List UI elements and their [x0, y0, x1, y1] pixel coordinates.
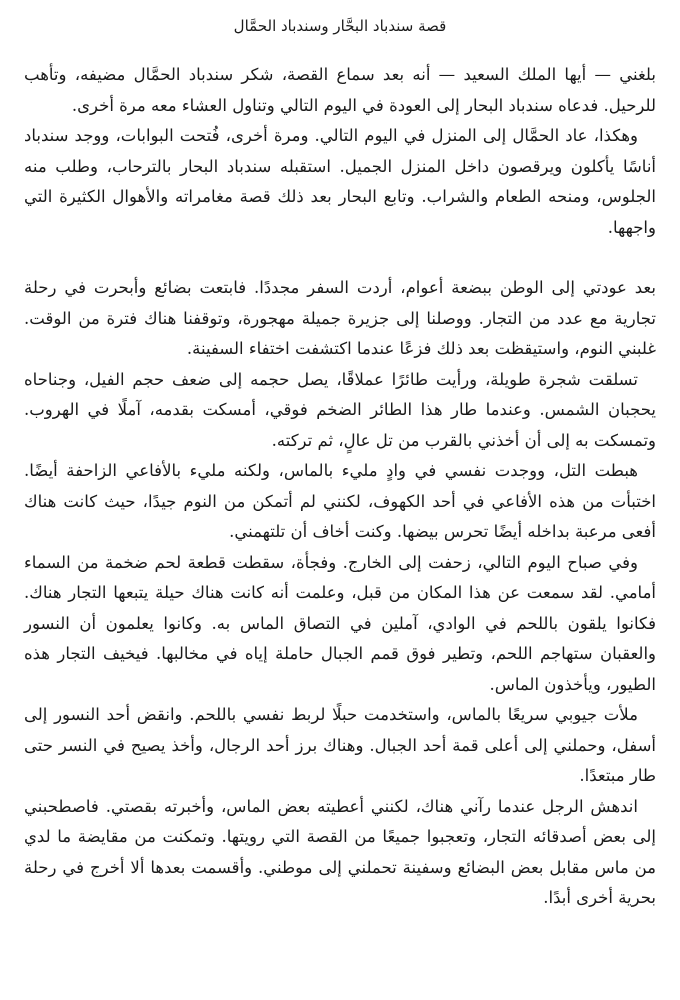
paragraph-8: اندهش الرجل عندما رآني هناك، لكنني أعطيته بعض الماس، وأخبرته بقصتي. فاصطحبني إلى بعض أصدقائه التجار، وتعجبوا جميعًا من القصة التي رويتها. وتمكنت من مقايضة ما لدي من ماس مقابل بعض البضائع وسفينة تحملني إلى موطني. وأقسمت بعدها ألا أخرج في رحلة بحرية أخرى أبدًا. — [24, 796, 656, 907]
story-body — [24, 60, 656, 914]
paragraph-6: وفي صباح اليوم التالي، زحفت إلى الخارج. وفجأة، سقطت قطعة لحم ضخمة من السماء أمامي. لقد سمعت عن هذا المكان من قبل، وعلمت أنه كانت هناك حيلة يتبعها التجار هناك. فكانوا يلقون باللحم في الوادي، آملين في التصاق الماس به. وكانوا يعلمون أن النسور والعقبان ستهاجم اللحم، وتطير فوق قمم الجبال حاملة إياه في مخالبها. فيخيف التجار هذه الطيور، ويأخذون الماس. — [24, 552, 656, 694]
paragraph-4: تسلقت شجرة طويلة، ورأيت طائرًا عملاقًا، يصل حجمه إلى ضعف حجم الفيل، وجناحاه يحجبان الشمس. وعندما طار هذا الطائر الضخم فوقي، أمسكت بقدمه، آملًا في الهروب. وتمسكت به إلى أن أخذني بالقرب من تل عالٍ، ثم تركته. — [24, 369, 656, 450]
paragraph-7: ملأت جيوبي سريعًا بالماس، واستخدمت حبلًا لربط نفسي باللحم. وانقض أحد النسور إلى أسفل، وحملني إلى أعلى قمة أحد الجبال. وهناك برز أحد الرجال، وأخذ يصيح في النسر حتى طار مبتعدًا. — [24, 705, 656, 785]
paragraph-3: بعد عودتي إلى الوطن ببضعة أعوام، أردت السفر مجددًا. فابتعت بضائع وأبحرت في رحلة تجارية مع عدد من التجار. ووصلنا إلى جزيرة جميلة مهجورة، وتوقفنا هناك فترة من الوقت. غلبني النوم، واستيقظت بعد ذلك فزعًا عندما اكتشفت اختفاء السفينة. — [24, 278, 656, 358]
paragraph-1: بلغني — أيها الملك السعيد — أنه بعد سماع القصة، شكر سندباد الحمَّال مضيفه، وتأهب للرحيل. فدعاه سندباد البحار إلى العودة في اليوم التالي وتناول العشاء معه مرة أخرى. — [24, 65, 656, 115]
paragraph-2: وهكذا، عاد الحمَّال إلى المنزل في اليوم التالي. ومرة أخرى، فُتحت البوابات، ووجد سندباد أناسًا يأكلون ويرقصون داخل المنزل الجميل. استقبله سندباد البحار بالترحاب، وطلب منه الجلوس، ومنحه الطعام والشراب. وتابع البحار بعد ذلك قصة مغامراته والأهوال الكثيرة التي واجهها. — [24, 126, 656, 237]
paragraph-5: هبطت التل، ووجدت نفسي في وادٍ مليء بالماس، ولكنه مليء بالأفاعي الزاحفة أيضًا. اختبأت من هذه الأفاعي في أحد الكهوف، لكنني لم أتمكن من النوم جيدًا، حيث كانت هناك أفعى مرعبة بداخله أيضًا تحرس بيضها. وكنت أخاف أن تلتهمني. — [24, 461, 656, 541]
page-header-title: قصة سندباد البحَّار وسندباد الحمَّال — [233, 17, 447, 35]
